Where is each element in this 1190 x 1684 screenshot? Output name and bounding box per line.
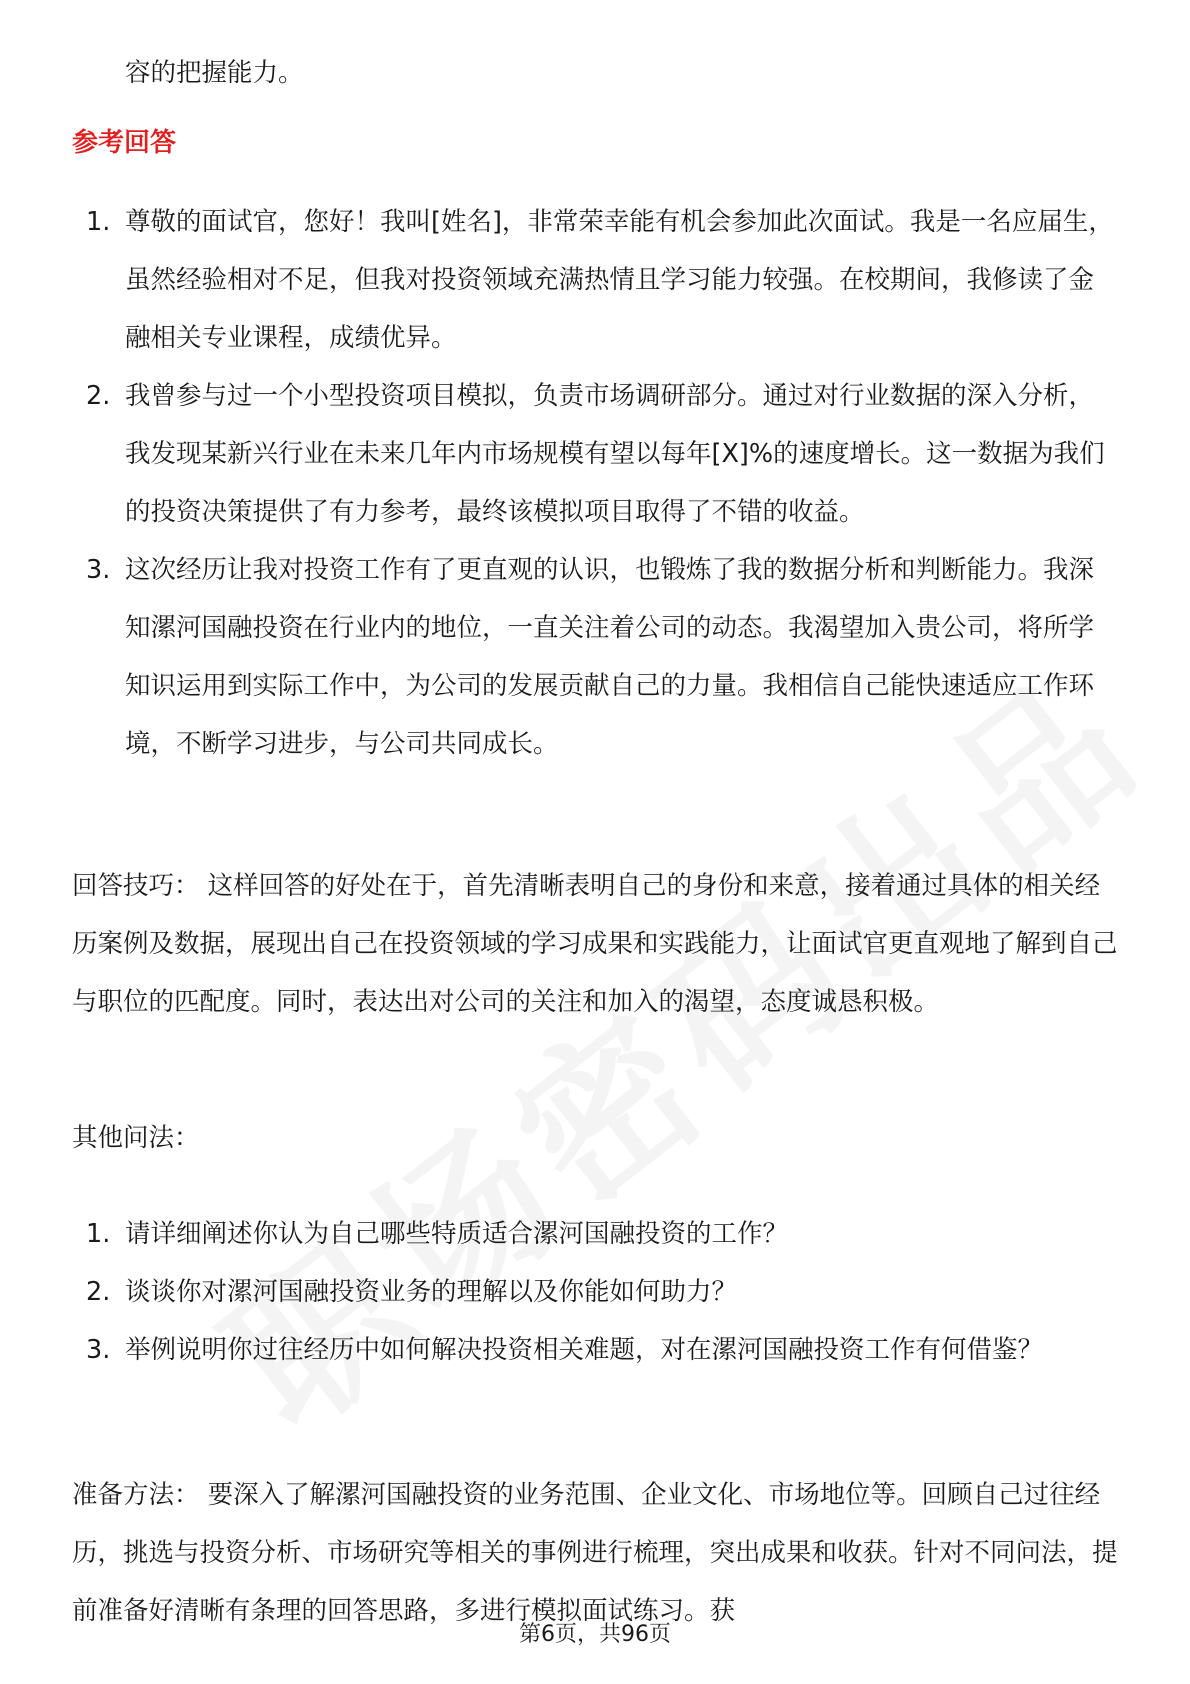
list-item-number: 1. xyxy=(86,1219,111,1249)
intro-continuation: 容的把握能力。 xyxy=(125,58,304,88)
page-footer: 第6页，共96页 xyxy=(519,1622,671,1647)
list-item xyxy=(0,1321,1115,1379)
list-item xyxy=(0,1205,1115,1263)
list-item-text: 举例说明你过往经历中如何解决投资相关难题，对在漯河国融投资工作有何借鉴？ xyxy=(125,1335,1044,1365)
preparation-paragraph: 准备方法： 要深入了解漯河国融投资的业务范围、企业文化、市场地位等。回顾自己过往经历，挑选与投资分析、市场研究等相关的事例进行梳理，突出成果和收获。针对不同问法，提前准备好清晰有条理的回答思路，多进行模拟面试练习。获 xyxy=(72,1480,1118,1626)
list-item-number: 3. xyxy=(86,1335,111,1365)
list-item xyxy=(0,367,1115,541)
list-item-number: 1. xyxy=(86,207,111,237)
list-item-text: 这次经历让我对投资工作有了更直观的认识，也锻炼了我的数据分析和判断能力。我深知漯河国融投资在行业内的地位，一直关注着公司的动态。我渴望加入贵公司，将所学知识运用到实际工作中，为公司的发展贡献自己的力量。我相信自己能快速适应工作环境，不断学习进步，与公司共同成长。 xyxy=(125,555,1095,759)
reference-answer-title: 参考回答 xyxy=(72,128,177,158)
list-item-text: 我曾参与过一个小型投资项目模拟，负责市场调研部分。通过对行业数据的深入分析，我发现某新兴行业在未来几年内市场规模有望以每年[X]%的速度增长。这一数据为我们的投资决策提供了有力参考，最终该模拟项目取得了不错的收益。 xyxy=(125,381,1105,527)
list-item xyxy=(0,541,1115,773)
list-item-number: 3. xyxy=(86,555,111,585)
list-item-text: 谈谈你对漯河国融投资业务的理解以及你能如何助力？ xyxy=(125,1277,738,1307)
reference-answer-list xyxy=(0,193,1190,773)
list-item xyxy=(0,193,1115,367)
answer-tips-paragraph: 回答技巧： 这样回答的好处在于，首先清晰表明自己的身份和来意，接着通过具体的相关经历案例及数据，展现出自己在投资领域的学习成果和实践能力，让面试官更直观地了解到自己与职位的匹配度。同时，表达出对公司的关注和加入的渴望，态度诚恳积极。 xyxy=(72,871,1118,1017)
list-item-text: 尊敬的面试官，您好！我叫[姓名]，非常荣幸能有机会参加此次面试。我是一名应届生，虽然经验相对不足，但我对投资领域充满热情且学习能力较强。在校期间，我修读了金融相关专业课程，成绩优异。 xyxy=(125,207,1114,353)
list-item xyxy=(0,1263,1115,1321)
list-item-text: 请详细阐述你认为自己哪些特质适合漯河国融投资的工作？ xyxy=(125,1219,789,1249)
other-questions-title: 其他问法： xyxy=(72,1123,200,1153)
other-questions-list xyxy=(0,1205,1190,1379)
list-item-number: 2. xyxy=(86,1277,111,1307)
list-item-number: 2. xyxy=(86,381,111,411)
